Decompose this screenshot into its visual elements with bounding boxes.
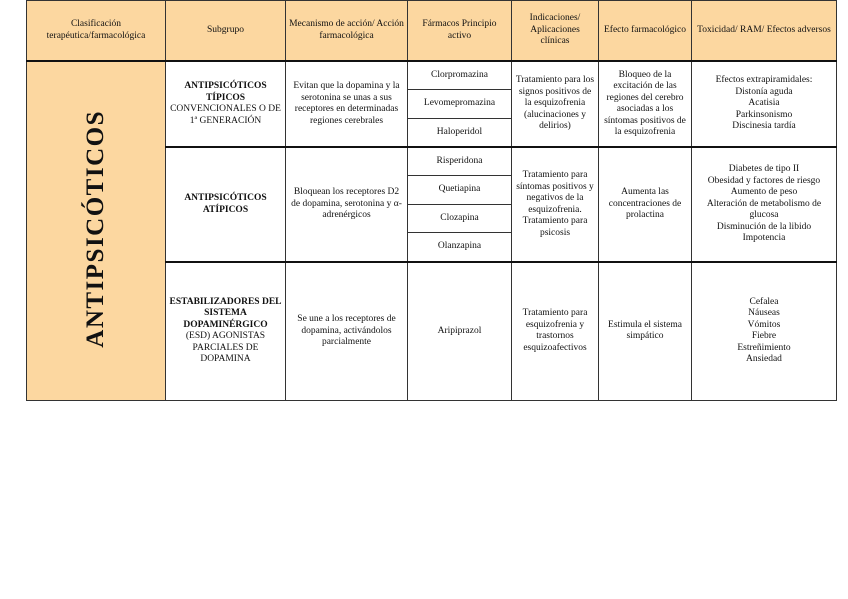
subgroup-title: ANTIPSICÓTICOS ATÍPICOS — [184, 193, 267, 215]
toxicity-item: Parkinsonismo — [735, 109, 793, 120]
toxicity-item: Náuseas — [748, 308, 780, 319]
subgroup-cell — [166, 147, 286, 262]
drug-cell: Quetiapina — [408, 176, 512, 205]
indications-cell: Tratamiento para esquizofrenia y trastornos esquizoafectivos — [512, 262, 599, 400]
drug-cell: Clozapina — [408, 205, 512, 233]
toxicity-item: Diabetes de tipo II — [728, 164, 800, 175]
effect-cell: Estimula el sistema simpático — [599, 262, 692, 400]
toxicity-item: Distonía aguda — [735, 86, 793, 97]
effect-cell: Aumenta las concentraciones de prolactina — [599, 147, 692, 262]
header-drugs: Fármacos Principio activo — [408, 1, 512, 62]
subgroup-cell — [166, 262, 286, 400]
table-row — [27, 61, 837, 90]
toxicity-item: Acatisia — [748, 98, 780, 109]
drug-classification-table — [26, 0, 837, 401]
mechanism-cell: Se une a los receptores de dopamina, activándolos parcialmente — [286, 262, 408, 400]
toxicity-item: Ansiedad — [746, 354, 782, 365]
toxicity-item: Aumento de peso — [730, 187, 798, 198]
category-label: ANTIPSICÓTICOS — [82, 109, 109, 348]
toxicity-cell — [692, 262, 837, 400]
subgroup-title: ANTIPSICÓTICOS TÍPICOS — [184, 81, 267, 103]
toxicity-item: Fiebre — [751, 331, 777, 342]
drug-cell: Aripiprazol — [408, 262, 512, 400]
header-toxicity: Toxicidad/ RAM/ Efectos adversos — [692, 1, 837, 62]
toxicity-item: Vómitos — [747, 319, 781, 330]
header-indications: Indicaciones/ Aplicaciones clínicas — [512, 1, 599, 62]
indications-cell: Tratamiento para los signos positivos de la esquizofrenia (alucinaciones y delirios) — [512, 61, 599, 147]
subgroup-title: ESTABILIZADORES DEL SISTEMA DOPAMINÉRGICO — [169, 296, 282, 330]
toxicity-item: Estreñimiento — [737, 342, 791, 353]
subgroup-detail: CONVENCIONALES O DE 1ª GENERACIÓN — [170, 104, 281, 126]
indications-cell: Tratamiento para síntomas positivos y negativos de la esquizofrenia. Tratamiento para psicosis — [512, 147, 599, 262]
drug-cell: Risperidona — [408, 147, 512, 176]
toxicity-item: Cefalea — [749, 296, 779, 307]
toxicity-item: Disminución de la libido — [716, 221, 812, 232]
subgroup-cell — [166, 61, 286, 147]
toxicity-item: Impotencia — [742, 233, 786, 244]
header-row — [27, 1, 837, 62]
toxicity-item: Efectos extrapiramidales: — [715, 75, 813, 86]
effect-cell: Bloqueo de la excitación de las regiones del cerebro asociadas a los síntomas positivos de la esquizofrenia — [599, 61, 692, 147]
header-subgroup: Subgrupo — [166, 1, 286, 62]
drug-cell: Haloperidol — [408, 119, 512, 148]
toxicity-item: Discinesia tardía — [732, 121, 796, 132]
toxicity-item: Obesidad y factores de riesgo — [707, 175, 821, 186]
drug-cell: Clorpromazina — [408, 61, 512, 90]
header-mechanism: Mecanismo de acción/ Acción farmacológica — [286, 1, 408, 62]
toxicity-cell — [692, 61, 837, 147]
header-classification: Clasificación terapéutica/farmacológica — [27, 1, 166, 62]
drug-cell: Olanzapina — [408, 233, 512, 263]
category-cell — [27, 61, 166, 400]
toxicity-item: Alteración de metabolismo de glucosa — [706, 198, 822, 221]
toxicity-cell — [692, 147, 837, 262]
mechanism-cell: Bloquean los receptores D2 de dopamina, serotonina y α-adrenérgicos — [286, 147, 408, 262]
subgroup-detail: (ESD) AGONISTAS PARCIALES DE DOPAMINA — [185, 331, 266, 365]
mechanism-cell: Evitan que la dopamina y la serotonina se unas a sus receptores en determinadas regiones cerebrales — [286, 61, 408, 147]
drug-cell: Levomepromazina — [408, 90, 512, 119]
header-effect: Efecto farmacológico — [599, 1, 692, 62]
